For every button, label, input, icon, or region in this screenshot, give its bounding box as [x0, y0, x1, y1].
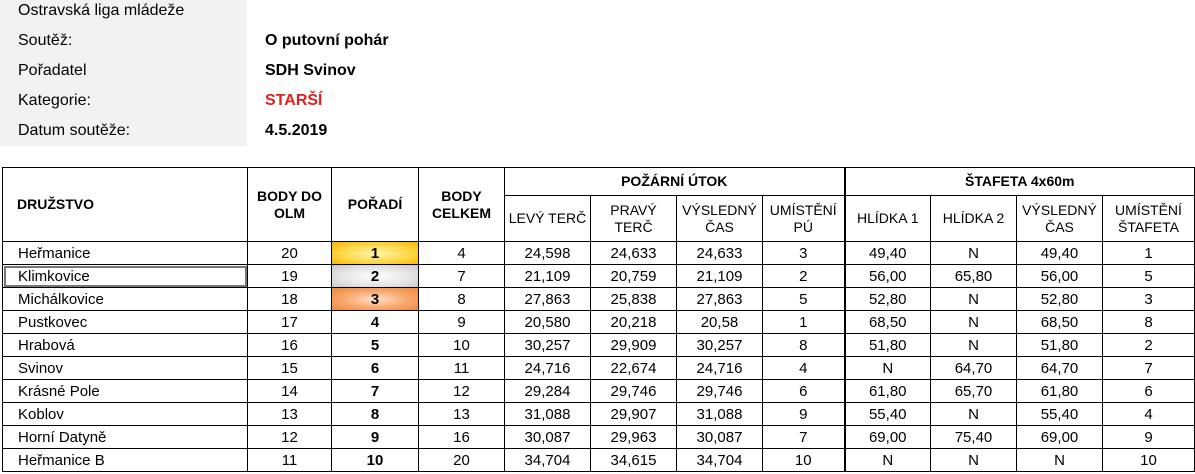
watch-2: N: [931, 403, 1017, 426]
watch-1: 52,80: [845, 288, 931, 311]
relay-result: 49,40: [1017, 242, 1103, 265]
left-target: 30,257: [505, 334, 591, 357]
total-points: 9: [419, 311, 505, 334]
watch-2: 64,70: [931, 357, 1017, 380]
header-fire-attack: POŽÁRNÍ ÚTOK: [505, 168, 845, 196]
relay-result: 52,80: [1017, 288, 1103, 311]
header-team: DRUŽSTVO: [3, 168, 248, 242]
table-row: [3, 334, 1195, 357]
watch-2: N: [931, 449, 1017, 472]
header-relay-result: VÝSLEDNÝ ČAS: [1017, 196, 1103, 242]
table-row: [3, 288, 1195, 311]
right-target: 29,909: [591, 334, 677, 357]
left-target: 34,704: [505, 449, 591, 472]
table-row: [3, 449, 1195, 472]
watch-1: 61,80: [845, 380, 931, 403]
league-title: Ostravská liga mládeže: [18, 2, 185, 19]
total-points: 12: [419, 380, 505, 403]
total-points: 11: [419, 357, 505, 380]
olm-points: 20: [248, 242, 332, 265]
total-points: 13: [419, 403, 505, 426]
header-watch-1: HLÍDKA 1: [845, 196, 931, 242]
right-target: 34,615: [591, 449, 677, 472]
olm-points: 19: [248, 265, 332, 288]
watch-2: N: [931, 288, 1017, 311]
watch-2: N: [931, 334, 1017, 357]
watch-2: 65,80: [931, 265, 1017, 288]
header-left-target: LEVÝ TERČ: [505, 196, 591, 242]
organizer-value: SDH Svinov: [265, 62, 356, 79]
right-target: 22,674: [591, 357, 677, 380]
rank-cell: 9: [332, 426, 419, 449]
attack-place: 1: [763, 311, 845, 334]
header-olm-points: BODY DO OLM: [248, 168, 332, 242]
attack-result: 29,746: [677, 380, 763, 403]
organizer-label: Pořadatel: [18, 62, 87, 79]
attack-place: 7: [763, 426, 845, 449]
relay-result: 64,70: [1017, 357, 1103, 380]
attack-place: 10: [763, 449, 845, 472]
watch-1: 68,50: [845, 311, 931, 334]
right-target: 20,759: [591, 265, 677, 288]
attack-result: 30,257: [677, 334, 763, 357]
rank-cell: 6: [332, 357, 419, 380]
rank-cell: 3: [332, 288, 419, 311]
relay-result: 55,40: [1017, 403, 1103, 426]
watch-2: 65,70: [931, 380, 1017, 403]
rank-cell: 2: [332, 265, 419, 288]
olm-points: 12: [248, 426, 332, 449]
watch-1: 55,40: [845, 403, 931, 426]
watch-1: N: [845, 357, 931, 380]
watch-2: N: [931, 311, 1017, 334]
attack-place: 5: [763, 288, 845, 311]
olm-points: 16: [248, 334, 332, 357]
attack-place: 9: [763, 403, 845, 426]
header-rank: POŘADÍ: [332, 168, 419, 242]
left-target: 31,088: [505, 403, 591, 426]
team-name: Klimkovice: [3, 265, 248, 288]
left-target: 27,863: [505, 288, 591, 311]
competition-value: O putovní pohár: [265, 32, 389, 49]
watch-1: 56,00: [845, 265, 931, 288]
table-row: [3, 403, 1195, 426]
watch-2: N: [931, 242, 1017, 265]
results-table: [2, 167, 1195, 472]
header-relay: ŠTAFETA 4x60m: [845, 168, 1195, 196]
left-target: 21,109: [505, 265, 591, 288]
right-target: 20,218: [591, 311, 677, 334]
total-points: 4: [419, 242, 505, 265]
team-name: Heřmanice B: [3, 449, 248, 472]
left-target: 20,580: [505, 311, 591, 334]
rank-cell: 5: [332, 334, 419, 357]
team-name: Pustkovec: [3, 311, 248, 334]
team-name: Krásné Pole: [3, 380, 248, 403]
relay-place: 1: [1103, 242, 1195, 265]
right-target: 29,963: [591, 426, 677, 449]
left-target: 24,716: [505, 357, 591, 380]
right-target: 25,838: [591, 288, 677, 311]
watch-2: 75,40: [931, 426, 1017, 449]
relay-place: 3: [1103, 288, 1195, 311]
attack-result: 24,716: [677, 357, 763, 380]
relay-place: 8: [1103, 311, 1195, 334]
attack-place: 6: [763, 380, 845, 403]
relay-result: N: [1017, 449, 1103, 472]
attack-result: 34,704: [677, 449, 763, 472]
rank-cell: 10: [332, 449, 419, 472]
total-points: 8: [419, 288, 505, 311]
table-row: [3, 357, 1195, 380]
relay-result: 68,50: [1017, 311, 1103, 334]
relay-place: 10: [1103, 449, 1195, 472]
watch-1: N: [845, 449, 931, 472]
table-row: [3, 380, 1195, 403]
header-total-points: BODY CELKEM: [419, 168, 505, 242]
rank-cell: 7: [332, 380, 419, 403]
team-name: Hrabová: [3, 334, 248, 357]
team-name: Heřmanice: [3, 242, 248, 265]
right-target: 29,746: [591, 380, 677, 403]
table-row: [3, 265, 1195, 288]
relay-place: 5: [1103, 265, 1195, 288]
table-row: [3, 311, 1195, 334]
attack-result: 27,863: [677, 288, 763, 311]
relay-place: 7: [1103, 357, 1195, 380]
category-label: Kategorie:: [18, 92, 91, 109]
date-value: 4.5.2019: [265, 122, 328, 139]
header-right-target: PRAVÝ TERČ: [591, 196, 677, 242]
left-target: 30,087: [505, 426, 591, 449]
watch-1: 69,00: [845, 426, 931, 449]
table-row: [3, 242, 1195, 265]
competition-label: Soutěž:: [18, 32, 73, 49]
olm-points: 18: [248, 288, 332, 311]
relay-result: 51,80: [1017, 334, 1103, 357]
date-label: Datum soutěže:: [18, 122, 131, 139]
attack-result: 30,087: [677, 426, 763, 449]
relay-place: 2: [1103, 334, 1195, 357]
team-name: Koblov: [3, 403, 248, 426]
rank-cell: 4: [332, 311, 419, 334]
attack-place: 8: [763, 334, 845, 357]
attack-result: 21,109: [677, 265, 763, 288]
watch-1: 49,40: [845, 242, 931, 265]
olm-points: 13: [248, 403, 332, 426]
olm-points: 11: [248, 449, 332, 472]
olm-points: 17: [248, 311, 332, 334]
right-target: 29,907: [591, 403, 677, 426]
attack-result: 31,088: [677, 403, 763, 426]
header-attack-place: UMÍSTĚNÍ PÚ: [763, 196, 845, 242]
team-name: Michálkovice: [3, 288, 248, 311]
attack-place: 4: [763, 357, 845, 380]
team-name: Svinov: [3, 357, 248, 380]
olm-points: 15: [248, 357, 332, 380]
total-points: 10: [419, 334, 505, 357]
watch-1: 51,80: [845, 334, 931, 357]
total-points: 20: [419, 449, 505, 472]
total-points: 16: [419, 426, 505, 449]
attack-result: 24,633: [677, 242, 763, 265]
attack-result: 20,58: [677, 311, 763, 334]
relay-result: 61,80: [1017, 380, 1103, 403]
header-watch-2: HLÍDKA 2: [931, 196, 1017, 242]
attack-place: 3: [763, 242, 845, 265]
team-name: Horní Datyně: [3, 426, 248, 449]
attack-place: 2: [763, 265, 845, 288]
total-points: 7: [419, 265, 505, 288]
relay-place: 4: [1103, 403, 1195, 426]
rank-cell: 8: [332, 403, 419, 426]
rank-cell: 1: [332, 242, 419, 265]
left-target: 29,284: [505, 380, 591, 403]
header-attack-result: VÝSLEDNÝ ČAS: [677, 196, 763, 242]
relay-result: 69,00: [1017, 426, 1103, 449]
relay-result: 56,00: [1017, 265, 1103, 288]
table-row: [3, 426, 1195, 449]
left-target: 24,598: [505, 242, 591, 265]
relay-place: 6: [1103, 380, 1195, 403]
category-value: STARŠÍ: [265, 92, 323, 109]
olm-points: 14: [248, 380, 332, 403]
relay-place: 9: [1103, 426, 1195, 449]
header-relay-place: UMÍSTĚNÍ ŠTAFETA: [1103, 196, 1195, 242]
right-target: 24,633: [591, 242, 677, 265]
